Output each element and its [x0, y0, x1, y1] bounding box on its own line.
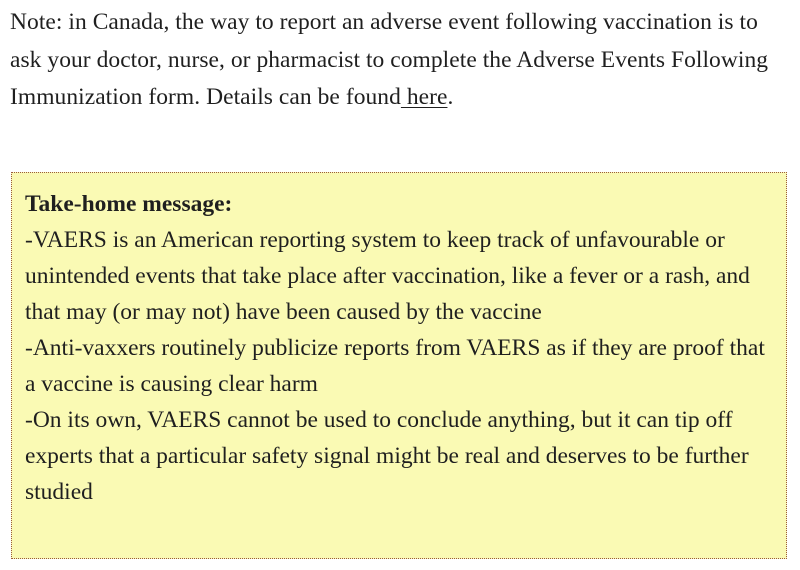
note-end-punctuation: . — [447, 84, 454, 110]
canada-reporting-note — [10, 4, 790, 117]
note-text: Note: in Canada, the way to report an adverse event following vaccination is to ask your doctor, nurse, or pharmacist to complete the Adverse Events Following Immunization form. Details can be found — [10, 9, 769, 110]
here-link[interactable]: here — [400, 84, 448, 110]
take-home-title: Take-home message: — [25, 191, 233, 217]
take-home-message-box — [11, 172, 787, 559]
take-home-point-vaers-definition: -VAERS is an American reporting system to keep track of unfavourable or unintended events that take place after vaccination, like a fever or a rash, and that may (or may not) have been caused by the vaccine — [25, 227, 750, 325]
take-home-point-anti-vaxxers: -Anti-vaxxers routinely publicize reports from VAERS as if they are proof that a vaccine is causing clear harm — [25, 335, 765, 397]
take-home-point-safety-signal: -On its own, VAERS cannot be used to conclude anything, but it can tip off experts that a particular safety signal might be real and deserves to be further studied — [25, 407, 749, 505]
